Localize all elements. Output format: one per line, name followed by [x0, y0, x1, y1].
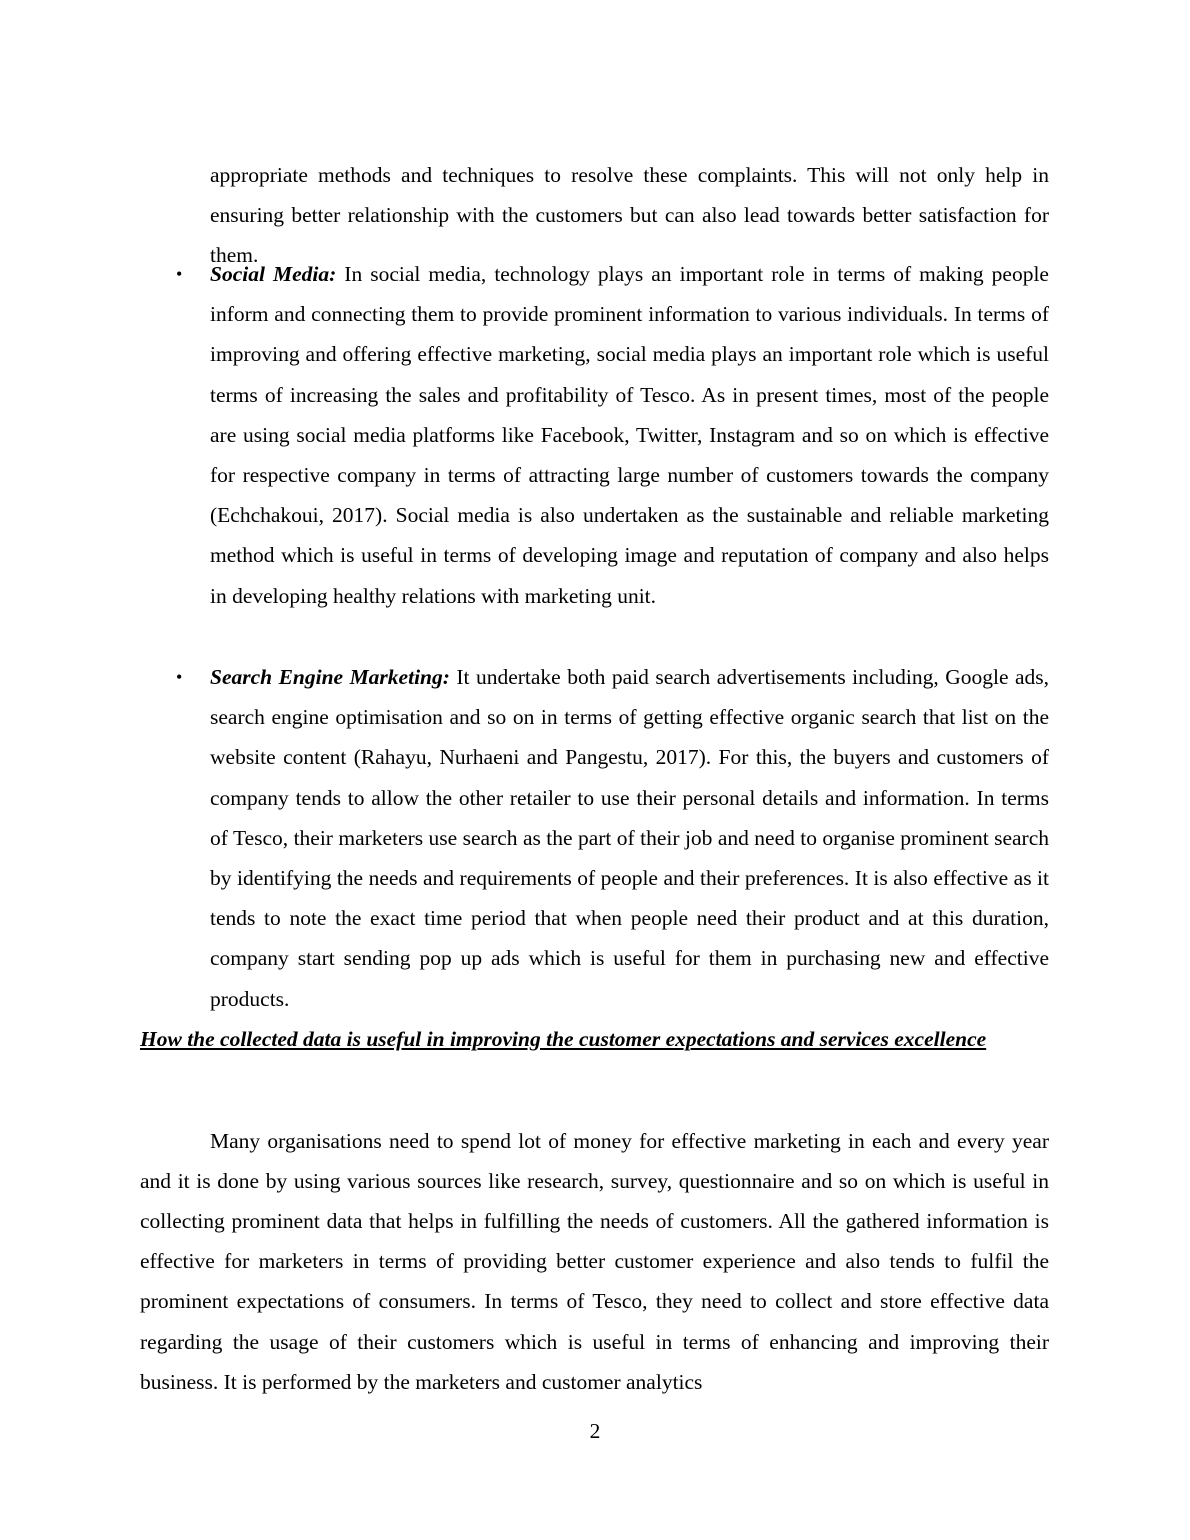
bullet-text: It undertake both paid search advertisements including, Google ads, search engine optimisation and so on in terms of getting effective organic search that list on the website content (Rahayu, Nurhaeni and Pangestu, 2017). For this, the buyers and customers of company tends to allow the other retailer to use their personal details and information. In terms of Tesco, their marketers use search as the part of their job and need to organise prominent search by identifying the needs and requirements of people and their preferences. It is also effective as it tends to note the exact time period that when people need their product and at this duration, company start sending pop up ads which is useful for them in purchasing new and effective products. — [210, 665, 1049, 1011]
bullet-term: Social Media: — [210, 262, 337, 286]
bullet-icon: • — [176, 264, 183, 284]
page-number: 2 — [589, 1419, 601, 1443]
continuation-paragraph: appropriate methods and techniques to resolve these complaints. This will not only help in ensuring better relationship with the customers but can also lead towards better satisfaction for them. — [210, 162, 1049, 267]
bullet-icon: • — [176, 667, 183, 687]
bullet-item-social-media — [176, 254, 1049, 616]
bullet-text: In social media, technology plays an important role in terms of making people inform and connecting them to provide prominent information to various individuals. In terms of improving and offering effective marketing, social media plays an important role which is useful terms of increasing the sales and profitability of Tesco. As in present times, most of the people are using social media platforms like Facebook, Twitter, Instagram and so on which is effective for respective company in terms of attracting large number of customers towards the company (Echchakoui, 2017). Social media is also undertaken as the sustainable and reliable marketing method which is useful in terms of developing image and reputation of company and also helps in developing healthy relations with marketing unit. — [210, 262, 1049, 608]
section-paragraph: Many organisations need to spend lot of money for effective marketing in each and every year and it is done by using various sources like research, survey, questionnaire and so on which is useful in collecting prominent data that helps in fulfilling the needs of customers. All the gathered information is effective for marketers in terms of providing better customer experience and also tends to fulfil the prominent expectations of consumers. In terms of Tesco, they need to collect and store effective data regarding the usage of their customers which is useful in terms of enhancing and improving their business. It is performed by the marketers and customer analytics — [140, 1128, 1049, 1394]
section-heading: How the collected data is useful in improving the customer expectations and services excellence — [140, 1027, 987, 1051]
bullet-term: Search Engine Marketing: — [210, 665, 450, 689]
bullet-item-search-engine-marketing — [176, 657, 1049, 1019]
